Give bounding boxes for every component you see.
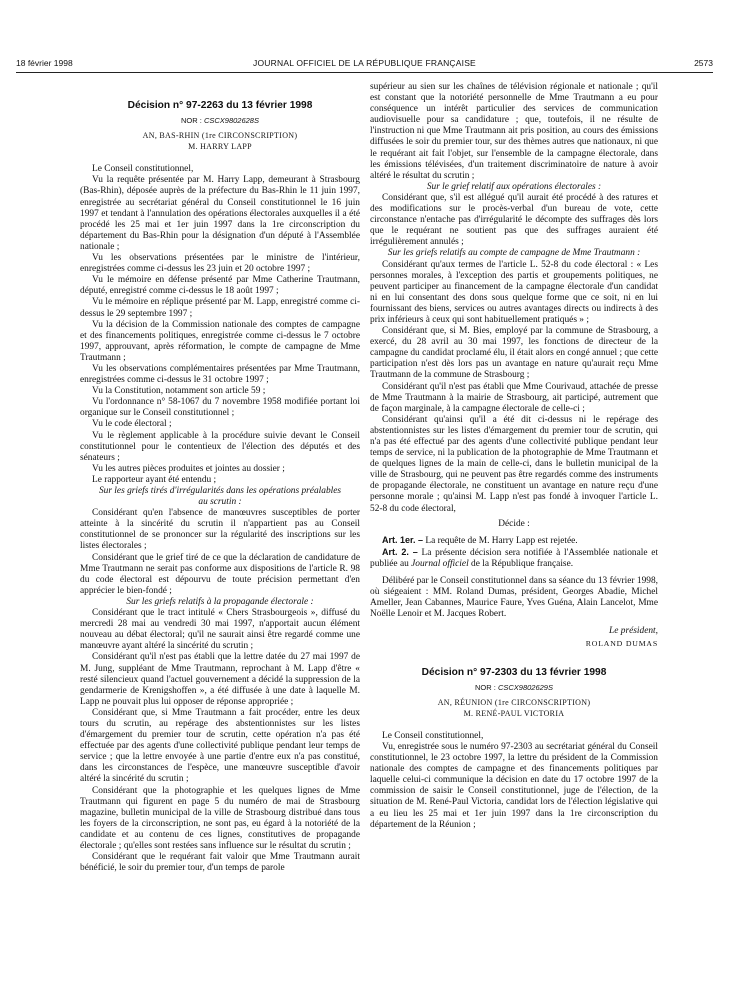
paragraph: Le rapporteur ayant été entendu ;: [92, 474, 217, 485]
header-rule: [16, 72, 713, 73]
paragraph: Vu le code électoral ;: [92, 419, 172, 430]
paragraph: Vu l'ordonnance n° 58-1067 du 7 novembre 1958 modifiée portant loi organique sur le Conseil constitutionnel ;: [80, 397, 360, 419]
paragraph: supérieur au sien sur les chaînes de télévision régionale et nationale ; qu'il est constant que la notoriété personnelle de Mme Trautmann a eu pour conséquence un intérêt particulier des services de communication audiovisuelle pour sa candidature ; que, toutefois, il ne résulte de l'instruction ni que Mme Trautmann ait pris position, au cours des émissions diffusées le soir du premier tour, sur des thèmes autres que nationaux, ni que le requérant ait fait l'objet, sur l'ensemble de la campagne électorale, dans les émissions télévisées, d'un traitement discriminatoire de nature à avoir altéré le résultat du scrutin ;: [370, 82, 658, 181]
decision-2-name: M. RENÉ-PAUL VICTORIA: [463, 708, 565, 718]
section-heading: Sur les griefs relatifs à la propagande électorale :: [126, 596, 314, 607]
paragraph: Considérant que le grief tiré de ce que la déclaration de candidature de Mme Trautmann ne serait pas conforme aux dispositions de l'article R. 98 du code électoral est dépourvu de toute précision permettant d'en apprécier le bien-fondé ;: [80, 552, 360, 596]
journal-officiel-ref: Journal officiel: [411, 558, 469, 569]
paragraph: Vu le mémoire en défense présenté par Mme Catherine Trautmann, député, enregistré comme ci-dessus le 18 août 1997 ;: [80, 275, 360, 297]
decision-1-name: M. HARRY LAPP: [188, 142, 252, 152]
article-1-label: Art. 1er. –: [382, 534, 424, 545]
paragraph: Vu le règlement applicable à la procédure suivie devant le Conseil constitutionnel pour le contentieux de l'élection des députés et des sénateurs ;: [80, 430, 360, 463]
article-2-text-a: La présente décision sera notifiée à l'Assemblée nationale et publiée au: [370, 547, 659, 569]
paragraph: Considérant qu'ainsi qu'il a été dit ci-dessus ni le repérage des abstentionnistes sur les listes d'émargement du premier tour de scrutin, qui n'a pas été effectué par des agents d'une collectivité publique pendant leur temps de service, ni la publication de la photographie de Mme Trautmann et de quelques lignes de la main de celle-ci, dans le bulletin municipal de la ville de Strasbourg, qui ne peuvent pas être regardés comme des instruments de propagande électorale, ne constituent un avantage en nature reçu d'une personne morale ; qu'ainsi M. Lapp n'est pas fondé à invoquer l'article L. 52-8 du code électoral,: [370, 414, 658, 514]
paragraph: Considérant que, s'il est allégué qu'il aurait été procédé à des ratures et des modifications sur le procès-verbal d'un bureau de vote, cette circonstance n'entache pas d'irrégularité le décompte des suffrages dès lors que le requérant ne soutient pas que des suffrages auraient été irrégulièrement annulés ;: [370, 192, 658, 248]
paragraph: Considérant que la photographie et les quelques lignes de Mme Trautmann qui figurent en page 5 du numéro de mai de Strasbourg magazine, bulletin municipal de la ville de Strasbourg distribué dans tous les foyers de la circonscription, ne sont pas, eu égard à la notoriété de la candidate et au contenu de ces lignes, constitutives de propagande électorale ; qu'elles sont restées sans influence sur le résultat du scrutin ;: [80, 785, 360, 851]
president-name: ROLAND DUMAS: [585, 638, 658, 648]
paragraph: Considérant que, si M. Bies, employé par la commune de Strasbourg, a exercé, du 28 avril au 30 mai 1997, les fonctions de directeur de la campagne du candidat proclamé élu, il était alors en congé annuel ; que cette participation n'est dès lors pas un avantage en nature qu'aurait reçu Mme Trautmann de la commune de Strasbourg ;: [370, 326, 658, 381]
paragraph: Vu les observations complémentaires présentées par Mme Trautmann, enregistrées comme ci-dessus le 31 octobre 1997 ;: [80, 363, 360, 386]
paragraph: Vu la décision de la Commission nationale des comptes de campagne et des financements politiques, enregistrée comme ci-dessus le 7 octobre 1997, approuvant, après réformation, le compte de campagne de Mme Trautmann ;: [80, 319, 360, 363]
paragraph: Considérant qu'il n'est pas établi que Mme Courivaud, attachée de presse de Mme Trautmann à la mairie de Strasbourg, ait participé, autrement que de façon marginale, à la campagne électorale de celle-ci ;: [370, 381, 658, 414]
article-2: [370, 547, 658, 570]
decision-1-title: Décision n° 97-2263 du 13 février 1998: [127, 100, 313, 111]
nor-code: CSCX9802629S: [497, 682, 553, 692]
paragraph: Considérant que le tract intitulé « Chers Strasbourgeois », diffusé du mercredi 28 mai au vendredi 30 mai 1997, n'apportait aucun élément nouveau au débat électoral; qu'il ne saurait ainsi être regardé comme une manœuvre ayant altéré la sincérité du scrutin ;: [80, 608, 360, 652]
header-journal-title: JOURNAL OFFICIEL DE LA RÉPUBLIQUE FRANÇAISE: [253, 58, 476, 68]
page-header: [16, 58, 713, 70]
paragraph: Considérant qu'il n'est pas établi que la lettre datée du 27 mai 1997 de M. Jung, suppléant de Mme Trautmann, reprochant à M. Lapp d'être « resté silencieux quand l'actuel gouvernement a décidé la suppression de la gendarmerie de Krenigshoffen », a été diffusée à une date à laquelle M. Lapp ne pouvait plus lui opposer de réponse appropriée ;: [80, 652, 360, 707]
article-1: [370, 535, 658, 547]
paragraph: Le Conseil constitutionnel,: [382, 730, 484, 741]
nor-code: CSCX9802628S: [203, 116, 259, 126]
decision-1-circonscription: AN, BAS-RHIN (1re CIRCONSCRIPTION): [142, 131, 298, 141]
paragraph: Vu la requête présentée par M. Harry Lapp, demeurant à Strasbourg (Bas-Rhin), déposée auprès de la préfecture du Bas-Rhin le 11 juin 1997, enregistrée au secrétariat général du Conseil constitutionnel le 16 juin 1997 et tendant à l'annulation des opérations électorales auxquelles il a été procédé les 25 mai et 1er juin 1997 dans la 1re circonscription du département du Bas-Rhin pour la désignation d'un député à l'Assemblée nationale ;: [80, 175, 360, 252]
article-2-text-b: de la République française.: [471, 558, 574, 569]
paragraph: Considérant qu'aux termes de l'article L. 52-8 du code électoral : « Les personnes morales, à l'exception des partis et groupements politiques, ne peuvent participer au financement de la campagne électorale d'un candidat ni en lui consentant des dons sous quelque forme que ce soit, ni en lui fournissant des biens, services ou autres avantages directs ou indirects à des prix inférieurs à ceux qui sont habituellement pratiqués » ;: [370, 259, 658, 325]
decision-2-circonscription: AN, RÉUNION (1re CIRCONSCRIPTION): [437, 697, 591, 707]
paragraph: Vu les autres pièces produites et jointes au dossier ;: [92, 463, 285, 474]
deliberation: Délibéré par le Conseil constitutionnel dans sa séance du 13 février 1998, où siégeaient : MM. Roland Dumas, président, Georges Abadie, Michel Ameller, Jean Cabannes, Maurice Faure, Yves Guéna, Alain Lancelot, Mme Noëlle Lenoir et M. Jacques Robert.: [370, 576, 658, 620]
header-page-number: 2573: [694, 58, 713, 68]
nor-label: NOR :: [181, 116, 202, 126]
header-date: 18 février 1998: [16, 58, 73, 68]
section-heading: Sur les griefs tirés d'irrégularités dans les opérations préalables au scrutin :: [98, 486, 342, 508]
article-2-label: Art. 2. –: [382, 546, 418, 557]
article-1-text: La requête de M. Harry Lapp est rejetée.: [425, 535, 578, 546]
section-heading: Sur les griefs relatifs au compte de campagne de Mme Trautmann :: [387, 248, 641, 259]
section-heading: Sur le grief relatif aux opérations électorales :: [426, 181, 602, 192]
paragraph: Le Conseil constitutionnel,: [92, 164, 194, 175]
nor-label: NOR :: [475, 682, 496, 692]
paragraph: Considérant qu'en l'absence de manœuvres susceptibles de porter atteinte à la sincérité du scrutin il n'appartient pas au Conseil constitutionnel de se prononcer sur la régularité des inscriptions sur les listes électorales ;: [80, 508, 360, 552]
paragraph: Considérant que, si Mme Trautmann a fait procéder, entre les deux tours du scrutin, au repérage des abstentionnistes sur les listes d'émargement du premier tour de scrutin, cette opération n'a pas été effectuée par des agents d'une collectivité publique pendant leur temps de service ; que la lettre envoyée à une partie d'entre eux n'a pas constitué, dans les circonstances de l'espèce, une manœuvre susceptible d'avoir altéré la sincérité du scrutin ;: [80, 707, 360, 785]
paragraph: Vu les observations présentées par le ministre de l'intérieur, enregistrées comme ci-dessus les 23 juin et 20 octobre 1997 ;: [80, 253, 360, 275]
president-label: Le président,: [609, 626, 658, 637]
paragraph: Considérant que le requérant fait valoir que Mme Trautmann aurait bénéficié, le soir du premier tour, d'un temps de parole: [80, 852, 360, 874]
decide-label: Décide :: [498, 518, 530, 529]
decision-1-nor: [80, 115, 360, 126]
paragraph: Vu la Constitution, notamment son article 59 ;: [92, 386, 266, 397]
paragraph: Vu, enregistrée sous le numéro 97-2303 au secrétariat général du Conseil constitutionnel, le 23 octobre 1997, la lettre du président de la Commission nationale des comptes de campagne et des financements politiques par laquelle celui-ci communique la décision en date du 17 octobre 1997 de la commission de saisir le Conseil constitutionnel, juge de l'élection, de la situation de M. René-Paul Victoria, candidat lors de l'élection législative qui a eu lieu les 25 mai et 1er juin 1997 dans la 1re circonscription du département de la Réunion ;: [370, 741, 658, 830]
decision-2-title: Décision n° 97-2303 du 13 février 1998: [421, 666, 607, 678]
paragraph: Vu le mémoire en réplique présenté par M. Lapp, enregistré comme ci-dessus le 29 septembre 1997 ;: [80, 297, 360, 319]
right-column: [370, 82, 658, 831]
decision-2-nor: [370, 682, 658, 693]
left-column: [80, 100, 360, 874]
